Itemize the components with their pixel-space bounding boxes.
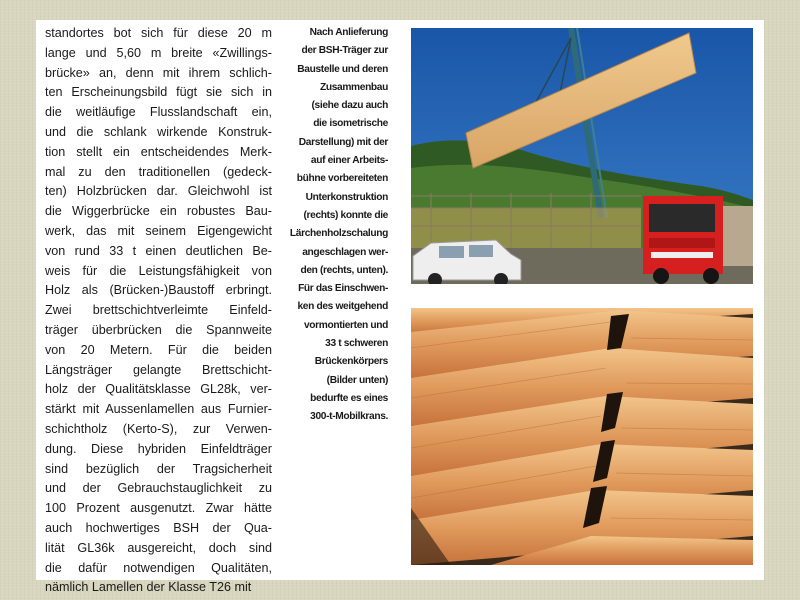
caption-line: Für das Einschwen- <box>298 283 388 295</box>
photo-caption <box>284 24 388 427</box>
body-text-line: sind bezüglich der Tragsicherheit <box>45 461 272 476</box>
body-text-line: auch hochwertiges BSH der Qua- <box>45 520 272 535</box>
caption-line: Brückenkörpers <box>314 356 388 368</box>
caption-line: vormontierten und <box>303 319 388 331</box>
body-text-line: von 20 Metern. Für die beiden <box>45 342 272 357</box>
body-text-line: die dafür notwendigen Qualitäten, <box>45 560 272 575</box>
caption-line: der BSH-Träger zur <box>301 45 388 57</box>
caption-line: 33 t schweren <box>325 338 388 350</box>
body-text-line: Holz als (Brücken-)Baustoff erbringt. <box>45 283 272 298</box>
caption-line: den (rechts, unten). <box>300 264 388 276</box>
body-text-line: schichtholz (Kerto-S), zur Verwen- <box>45 421 272 436</box>
body-text-line: dung. Diese hybriden Einfeldträger <box>45 441 272 456</box>
body-text-line: Zwei brettschichtverleimte Einfeld- <box>45 303 272 318</box>
body-text-line: tion stellt ein entscheidendes Merk- <box>45 144 272 159</box>
body-text-line: ten Erscheinungsbild fügt sie sich in <box>45 85 272 100</box>
caption-line: Nach Anlieferung <box>309 27 388 38</box>
body-text-line: 100 Prozent ausgenutzt. Zwar hätte <box>45 501 272 516</box>
body-text-line: nämlich Lamellen der Klasse T26 mit <box>45 580 252 595</box>
crane-truck-photo <box>411 28 753 284</box>
caption-line: Baustelle und deren <box>297 63 388 75</box>
body-text-line: brücke» an, denn mit ihrem schlich- <box>45 65 272 80</box>
caption-line: (Bilder unten) <box>326 374 388 386</box>
body-text-line: lität GL36k ausgereicht, doch sind <box>45 540 272 555</box>
caption-line: Lärchenholzschalung <box>289 228 388 240</box>
body-text-line: und die schlank wirkende Konstruk- <box>45 124 272 139</box>
caption-line: bühne vorbereiteten <box>296 173 388 185</box>
caption-line: auf einer Arbeits- <box>310 155 388 167</box>
larch-cladding-photo <box>411 308 753 565</box>
body-text-line: träger überbrücken die Spannweite <box>45 322 272 337</box>
body-text-line: von rund 33 t einen deutlichen Be- <box>45 243 272 258</box>
caption-line: angeschlagen wer- <box>302 246 388 258</box>
body-text-line: holz der Qualitätsklasse GL28k, ver- <box>45 382 272 397</box>
body-text-line: Längsträger gelangte Brettschicht- <box>45 362 272 377</box>
body-text-line: werk, das mit seinem Eigengewicht <box>45 223 272 238</box>
caption-line: ken des weitgehend <box>297 301 388 313</box>
article-body-text <box>45 24 272 598</box>
caption-line: (rechts) konnte die <box>303 209 388 221</box>
body-text-line: die Wiggerbrücke ein robustes Bau- <box>45 204 272 219</box>
caption-line: 300-t-Mobilkrans. <box>310 411 388 423</box>
caption-line: die isometrische <box>313 118 388 130</box>
body-text-line: stärkt mit Aussenlamellen aus Furnier- <box>45 402 272 417</box>
caption-line: (siehe dazu auch <box>311 100 388 112</box>
body-text-line: die weitläufige Flusslandschaft ein, <box>45 105 272 120</box>
magazine-page <box>36 20 764 595</box>
caption-line: Unterkonstruktion <box>305 191 388 203</box>
caption-line: Zusammenbau <box>319 81 388 93</box>
body-text-line: lange und 5,60 m breite «Zwillings- <box>45 45 272 60</box>
body-text-line: standortes bot sich für diese 20 m <box>45 26 272 40</box>
caption-line: bedurfte es eines <box>310 392 388 404</box>
body-text-line: und der Gebrauchstauglichkeit zu <box>45 481 272 496</box>
caption-line: Darstellung) mit der <box>298 136 388 148</box>
body-text-line: weis für die Leistungsfähigkeit von <box>45 263 272 278</box>
body-text-line: ten) Holzbrücken dar. Gleichwohl ist <box>45 184 272 199</box>
body-text-line: mal zu den traditionellen (gedeck- <box>45 164 272 179</box>
